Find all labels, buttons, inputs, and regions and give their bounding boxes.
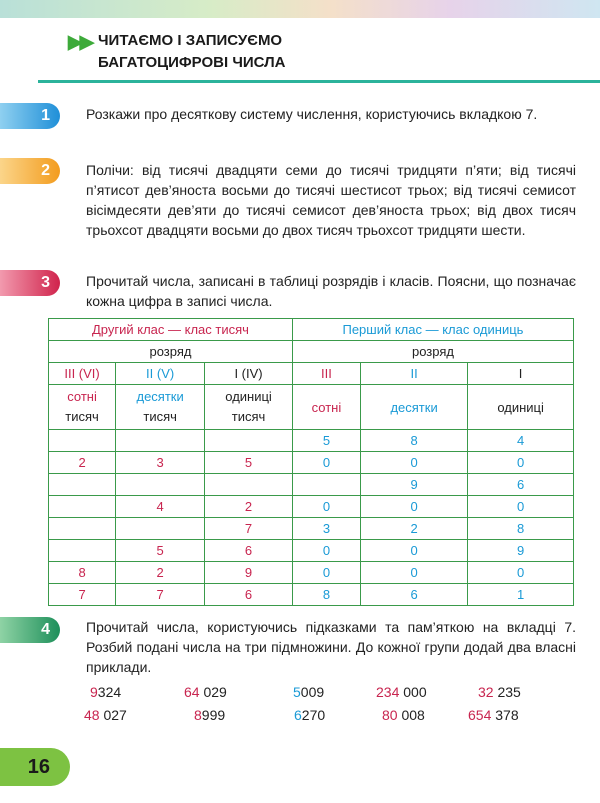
rank-name: сотні — [67, 389, 97, 404]
digit-cell: 0 — [360, 496, 467, 518]
table-row — [49, 540, 574, 562]
digit-cell: 3 — [292, 518, 360, 540]
task-1-text: Розкажи про десяткову систему числення, користуючись вкладкою 7. — [86, 106, 538, 122]
rank-suffix: тисяч — [231, 409, 266, 424]
digit-cell — [205, 430, 293, 452]
digit-cell — [116, 430, 205, 452]
task-4-text: Прочитай числа, користуючись підказками та пам’яткою на вкладці 7. Розбий подані числа на три підмножини. До кожної групи додай два власні приклади. — [86, 619, 576, 675]
digit-cell: 8 — [468, 518, 574, 540]
class-thousands-header: Другий клас — клас тисяч — [49, 319, 293, 341]
rank-name-cell — [49, 385, 116, 430]
class-units-header: Перший клас — клас одиниць — [292, 319, 573, 341]
table-row — [49, 518, 574, 540]
number-item: 64 029 — [184, 684, 227, 700]
rank-header: II (V) — [116, 363, 205, 385]
top-decor-strip — [0, 0, 600, 18]
digit-cell: 7 — [49, 584, 116, 606]
digit-cell: 1 — [468, 584, 574, 606]
digit-cell: 2 — [49, 452, 116, 474]
number-item: 234 000 — [376, 684, 427, 700]
table-row — [49, 452, 574, 474]
title-line-2: БАГАТОЦИФРОВІ ЧИСЛА — [98, 54, 286, 71]
digit-cell: 7 — [205, 518, 293, 540]
table-row — [49, 562, 574, 584]
rank-name: десятки — [360, 385, 467, 430]
digit-cell — [49, 518, 116, 540]
digit-cell: 5 — [205, 452, 293, 474]
numbers-row-2 — [86, 707, 576, 727]
digit-cell — [49, 430, 116, 452]
rank-header: II — [360, 363, 467, 385]
task-3-badge: 3 — [0, 270, 60, 296]
digit-cell: 9 — [468, 540, 574, 562]
task-2-badge: 2 — [0, 158, 60, 184]
digit-cell: 5 — [116, 540, 205, 562]
number-item: 9324 — [90, 684, 122, 700]
digit-cell: 6 — [360, 584, 467, 606]
page-number: 16 — [0, 748, 70, 786]
digit-cell: 8 — [360, 430, 467, 452]
double-chevron-icon: ▶▶ — [68, 32, 92, 53]
number-item: 6270 — [294, 707, 326, 723]
digit-cell — [292, 474, 360, 496]
rank-name: сотні — [292, 385, 360, 430]
task-2-text: Полічи: від тисячі двадцяти семи до тисячі тридцяти п’яти; від тисячі п’ятисот дев’яноста восьми до тисячі шестисот трьох; від тисячі семисот вісімдесяти дев’яти до тисячі семисот дев’яноста трьох; від двох тисяч трьохсот двадцяти восьми до двох тисяч трьохсот тридцяти шести. — [86, 162, 576, 238]
digit-cell: 6 — [205, 584, 293, 606]
page-title — [98, 30, 285, 74]
digit-cell: 0 — [468, 562, 574, 584]
digit-cell: 8 — [49, 562, 116, 584]
rank-header: III — [292, 363, 360, 385]
number-item: 5009 — [293, 684, 325, 700]
rank-name-cell — [116, 385, 205, 430]
table-row — [49, 430, 574, 452]
digit-cell: 4 — [116, 496, 205, 518]
rank-label-units: розряд — [292, 341, 573, 363]
rank-suffix: тисяч — [143, 409, 177, 424]
digit-cell — [116, 518, 205, 540]
table-row — [49, 474, 574, 496]
rank-name-cell — [205, 385, 293, 430]
rank-name: десятки — [136, 389, 184, 404]
title-line-1: ЧИТАЄМО І ЗАПИСУЄМО — [98, 32, 283, 49]
digits-table — [48, 318, 574, 606]
digit-cell — [49, 496, 116, 518]
rank-name: одиниці — [468, 385, 574, 430]
digit-cell: 7 — [116, 584, 205, 606]
number-item: 48 027 — [84, 707, 127, 723]
digit-cell: 0 — [468, 452, 574, 474]
number-item: 654 378 — [468, 707, 519, 723]
table-row — [49, 496, 574, 518]
table-row — [49, 584, 574, 606]
number-item: 8999 — [194, 707, 226, 723]
digit-cell: 0 — [292, 540, 360, 562]
digit-cell: 9 — [205, 562, 293, 584]
digit-cell: 5 — [292, 430, 360, 452]
digit-cell: 8 — [292, 584, 360, 606]
digit-cell: 6 — [468, 474, 574, 496]
task-4-badge: 4 — [0, 617, 60, 643]
digit-cell — [49, 540, 116, 562]
rank-label-thousands: розряд — [49, 341, 293, 363]
numbers-row-1 — [86, 684, 576, 704]
digit-cell: 0 — [360, 540, 467, 562]
digit-cell — [49, 474, 116, 496]
digit-cell: 2 — [360, 518, 467, 540]
digit-cell: 0 — [292, 562, 360, 584]
rank-header: III (VI) — [49, 363, 116, 385]
digit-cell — [116, 474, 205, 496]
header-rule — [38, 80, 600, 83]
rank-suffix: тисяч — [65, 409, 99, 424]
digit-cell: 0 — [292, 452, 360, 474]
number-item: 80 008 — [382, 707, 425, 723]
digit-cell: 0 — [468, 496, 574, 518]
rank-header: I (IV) — [205, 363, 293, 385]
task-1-badge: 1 — [0, 103, 60, 129]
digit-cell — [205, 474, 293, 496]
digit-cell: 2 — [205, 496, 293, 518]
digit-cell: 6 — [205, 540, 293, 562]
digit-cell: 3 — [116, 452, 205, 474]
rank-name: одиниці — [225, 389, 272, 404]
digit-cell: 0 — [360, 562, 467, 584]
task-3-text: Прочитай числа, записані в таблиці розрядів і класів. Поясни, що позначає кожна цифра в записі числа. — [86, 273, 576, 309]
digit-cell: 0 — [360, 452, 467, 474]
digit-cell: 9 — [360, 474, 467, 496]
digit-cell: 0 — [292, 496, 360, 518]
digit-cell: 2 — [116, 562, 205, 584]
number-item: 32 235 — [478, 684, 521, 700]
rank-header: I — [468, 363, 574, 385]
digit-cell: 4 — [468, 430, 574, 452]
